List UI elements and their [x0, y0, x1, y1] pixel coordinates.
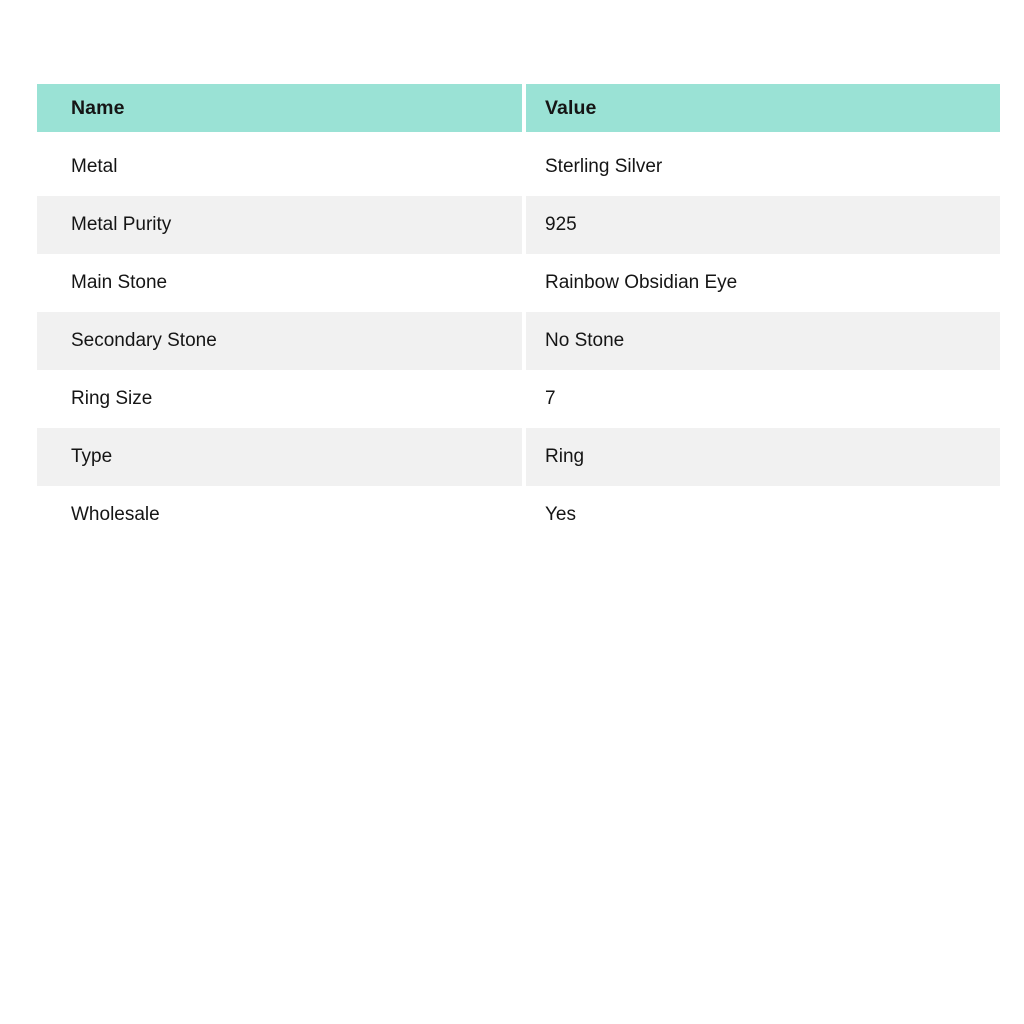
attribute-name-text: Type	[71, 446, 113, 467]
attribute-value-text: No Stone	[545, 330, 625, 351]
attribute-name-cell	[37, 370, 522, 428]
attribute-name-text: Main Stone	[71, 272, 168, 293]
attribute-value-text: 925	[545, 214, 577, 235]
table-row	[37, 370, 1000, 428]
table-row	[37, 312, 1000, 370]
attribute-value-cell	[526, 370, 1000, 428]
attribute-name-cell	[37, 428, 522, 486]
attribute-value-text: Ring	[545, 446, 585, 467]
attribute-value-cell	[526, 486, 1000, 544]
attribute-value-text: Rainbow Obsidian Eye	[545, 272, 738, 293]
column-header-value-label: Value	[545, 96, 597, 119]
attribute-value-text: Sterling Silver	[545, 156, 663, 177]
attribute-value-cell	[526, 312, 1000, 370]
table-row	[37, 254, 1000, 312]
product-attributes-table	[37, 84, 1000, 544]
attribute-value-text: 7	[545, 388, 556, 409]
table-row	[37, 486, 1000, 544]
attribute-value-cell	[526, 138, 1000, 196]
table-header-row	[37, 84, 1000, 132]
attribute-name-text: Secondary Stone	[71, 330, 217, 351]
attribute-value-cell	[526, 196, 1000, 254]
table-row	[37, 428, 1000, 486]
attribute-value-cell	[526, 254, 1000, 312]
attribute-value-text: Yes	[545, 504, 576, 525]
table-row	[37, 196, 1000, 254]
attribute-name-text: Ring Size	[71, 388, 153, 409]
attribute-name-cell	[37, 312, 522, 370]
attribute-name-cell	[37, 486, 522, 544]
attribute-name-cell	[37, 138, 522, 196]
attribute-name-cell	[37, 196, 522, 254]
table-body	[37, 138, 1000, 544]
attribute-name-cell	[37, 254, 522, 312]
attribute-name-text: Wholesale	[71, 504, 160, 525]
attribute-name-text: Metal	[71, 156, 118, 177]
table-row	[37, 138, 1000, 196]
column-header-value	[526, 84, 1000, 132]
attribute-name-text: Metal Purity	[71, 214, 172, 235]
column-header-name-label: Name	[71, 96, 125, 119]
column-header-name	[37, 84, 522, 132]
attribute-value-cell	[526, 428, 1000, 486]
